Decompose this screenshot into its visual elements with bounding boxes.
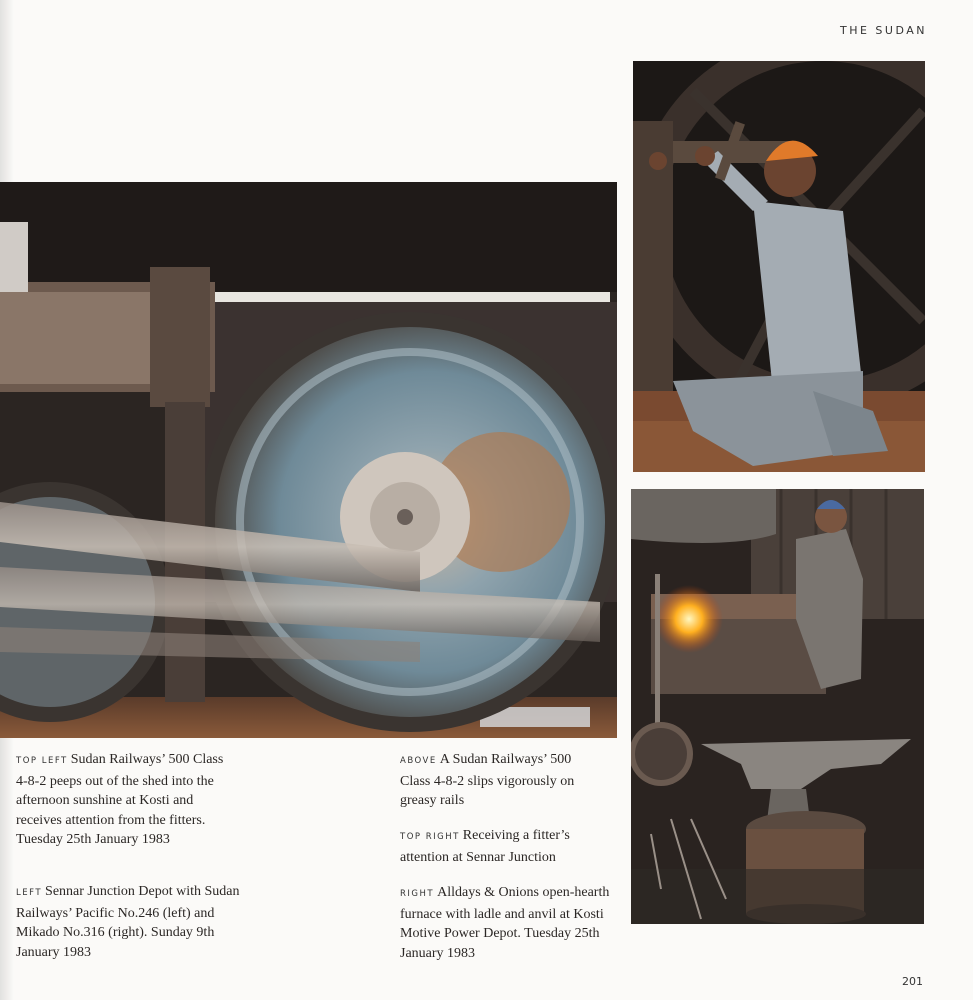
caption-above	[400, 750, 600, 811]
caption-text: Alldays & Onions open-hearth furnace with ladle and anvil at Kosti Motive Power Depot. Tuesday 25th January 1983	[400, 885, 610, 961]
caption-text: A Sudan Railways’ 500 Class 4-8-2 slips vigorously on greasy rails	[400, 752, 575, 808]
caption-lead: LEFT	[16, 888, 43, 898]
caption-text: Sennar Junction Depot with Sudan Railways’ Pacific No.246 (left) and Mikado No.316 (right). Sunday 9th January 1983	[16, 884, 240, 960]
caption-left	[16, 882, 240, 962]
caption-lead: RIGHT	[400, 889, 435, 899]
caption-text: Sudan Railways’ 500 Class 4-8-2 peeps out of the shed into the afternoon sunshine at Kosti and receives attention from the fitters. Tuesday 25th January 1983	[16, 752, 224, 847]
page-number: 201	[902, 975, 923, 988]
caption-lead: TOP RIGHT	[400, 832, 460, 842]
caption-top-left	[16, 750, 236, 850]
fitter-at-wheel-photo	[633, 61, 925, 472]
locomotive-wheel-photo	[0, 182, 617, 738]
forge-furnace-anvil-photo	[631, 489, 924, 924]
caption-top-right	[400, 826, 600, 867]
running-title: THE SUDAN	[839, 24, 927, 37]
caption-text: Receiving a fitter’s attention at Sennar Junction	[400, 828, 570, 865]
caption-lead: TOP LEFT	[16, 756, 68, 766]
caption-right	[400, 883, 620, 963]
caption-lead: ABOVE	[400, 756, 437, 766]
